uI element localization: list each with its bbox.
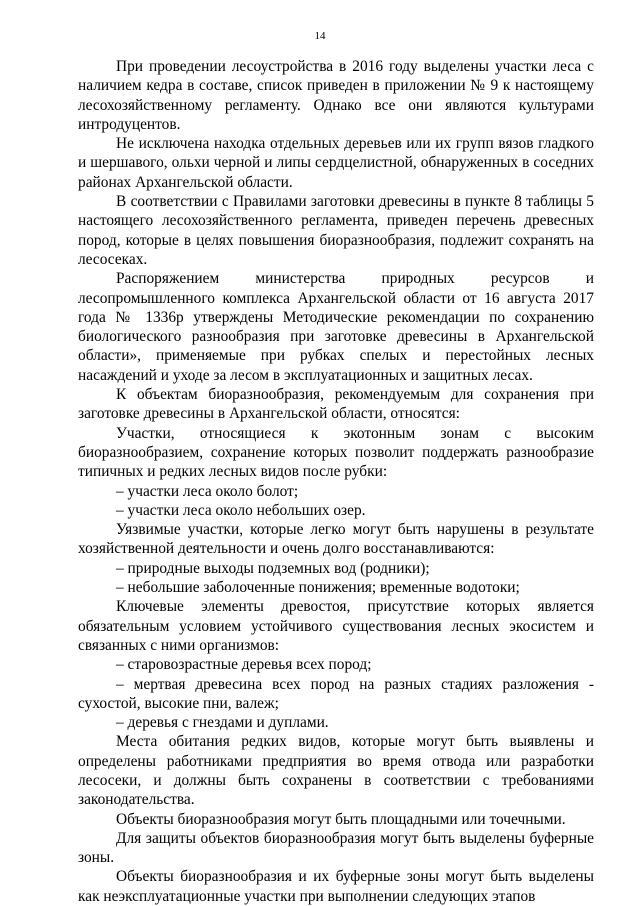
paragraph: Ключевые элементы древостоя, присутствие которых является обязательным условием устойчивого существования лесных экосистем и связанных с ними организмов:	[78, 598, 594, 654]
list-item: – мертвая древесина всех пород на разных стадиях разложения - сухостой, высокие пни, валеж;	[78, 675, 594, 712]
paragraph: Объекты биоразнообразия могут быть площадными или точечными.	[116, 810, 566, 828]
list-item: – деревья с гнездами и дуплами.	[116, 714, 329, 732]
paragraph: Для защиты объектов биоразнообразия могут быть выделены буферные зоны.	[78, 829, 594, 867]
paragraph: Объекты биоразнообразия и их буферные зоны могут быть выделены как неэксплуатационные участки при выполнении следующих этапов	[78, 868, 594, 905]
paragraph: Распоряжением министерства природных ресурсов и лесопромышленного комплекса Архангельской области от 16 августа 2017 года № 1336р утверждены Методические рекомендации по сохранению биологического разнообразия при заготовке древесины в Архангельской области», применяемые при рубках спелых и перестойных лесных насаждений и уходе за лесом в эксплуатационных и защитных лесах.	[78, 270, 594, 384]
paragraph: Участки, относящиеся к экотонным зонам с высоким биоразнообразием, сохранение которых позволит поддержать разнообразие типичных и редких лесных видов после рубки:	[78, 424, 594, 481]
paragraph: Не исключена находка отдельных деревьев или их групп вязов гладкого и шершавого, ольхи черной и липы сердцелистной, обнаруженных в соседних районах Архангельской области.	[78, 135, 594, 191]
list-item: – небольшие заболоченные понижения; временные водотоки;	[116, 579, 520, 597]
document-body	[78, 57, 594, 906]
list-item: – участки леса около небольших озер.	[116, 501, 366, 519]
paragraph: В соответствии с Правилами заготовки древесины в пункте 8 таблицы 5 настоящего лесохозяйственного регламента, приведен перечень древесных пород, которые в целях повышения биоразнообразия, подлежит сохранять на лесосеках.	[78, 193, 594, 268]
list-item: – старовозрастные деревья всех пород;	[116, 656, 372, 674]
paragraph: Места обитания редких видов, которые могут быть выявлены и определены работниками предприятия во время отвода или разработки лесосеки, и должны быть сохранены в соответствии с требованиями законодательства.	[78, 733, 594, 809]
paragraph: К объектам биоразнообразия, рекомендуемым для сохранения при заготовке древесины в Архангельской области, относятся:	[78, 386, 594, 423]
list-item: – природные выходы подземных вод (родники);	[116, 559, 430, 577]
paragraph: При проведении лесоустройства в 2016 году выделены участки леса с наличием кедра в составе, список приведен в приложении № 9 к настоящему лесохозяйственному регламенту. Однако все они являются культурами интродуцентов.	[78, 58, 594, 133]
paragraph: Уязвимые участки, которые легко могут быть нарушены в результате хозяйственной деятельности и очень долго восстанавливаются:	[78, 521, 594, 558]
list-item: – участки леса около болот;	[116, 482, 299, 500]
page-number: 14	[314, 30, 326, 42]
